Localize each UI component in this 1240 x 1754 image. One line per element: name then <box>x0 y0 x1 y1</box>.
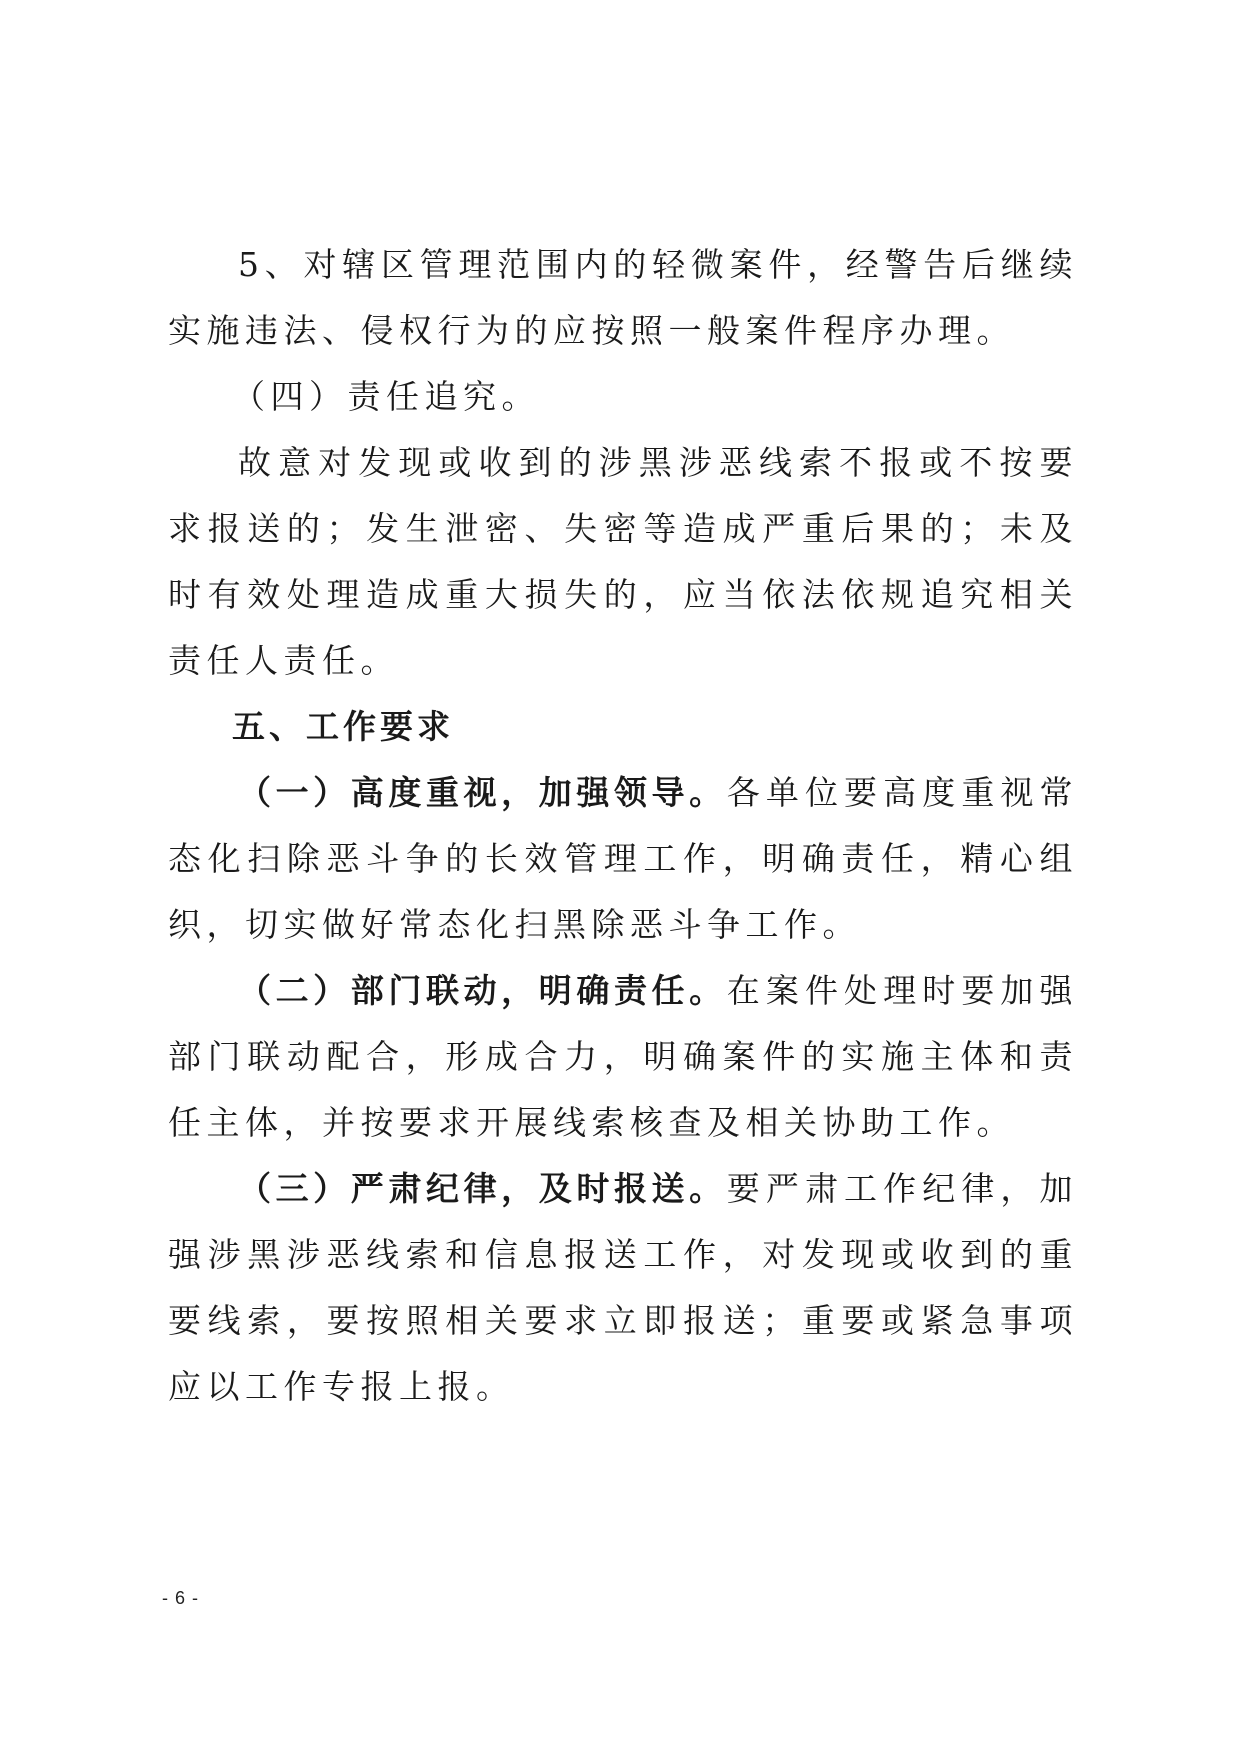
sub-heading-text: （四）责任追究。 <box>232 377 540 416</box>
paragraph-lead: （三）严肃纪律，及时报送。 <box>238 1169 727 1208</box>
paragraph-requirement-3 <box>168 1156 1078 1420</box>
paragraph-text: 各单位要高度重视常态化扫除恶斗争的长效管理工作，明确责任，精心组织，切实做好常态化扫黑除恶斗争工作。 <box>168 773 1079 944</box>
section-heading-text: 五、工作要求 <box>232 707 454 746</box>
paragraph-accountability <box>168 430 1078 694</box>
paragraph-text: 在案件处理时要加强部门联动配合，形成合力，明确案件的实施主体和责任主体，并按要求开展线索核查及相关协助工作。 <box>168 971 1079 1142</box>
page-number: - 6 - <box>162 1588 200 1608</box>
paragraph-text: 故意对发现或收到的涉黑涉恶线索不报或不按要求报送的；发生泄密、失密等造成严重后果的；未及时有效处理造成重大损失的，应当依法依规追究相关责任人责任。 <box>168 443 1078 680</box>
paragraph-lead: （一）高度重视，加强领导。 <box>238 773 727 812</box>
section-heading-work-requirements <box>168 694 1078 760</box>
paragraph-lead: （二）部门联动，明确责任。 <box>238 971 727 1010</box>
paragraph-requirement-2 <box>168 958 1078 1156</box>
paragraph-item-5 <box>168 232 1078 364</box>
paragraph-requirement-1 <box>168 760 1078 958</box>
document-body <box>168 232 1078 1420</box>
sub-heading-accountability <box>168 364 1078 430</box>
paragraph-text: 要严肃工作纪律，加强涉黑涉恶线索和信息报送工作，对发现或收到的重要线索，要按照相关要求立即报送；重要或紧急事项应以工作专报上报。 <box>168 1169 1079 1406</box>
paragraph-text: 5、对辖区管理范围内的轻微案件，经警告后继续实施违法、侵权行为的应按照一般案件程序办理。 <box>168 245 1078 350</box>
